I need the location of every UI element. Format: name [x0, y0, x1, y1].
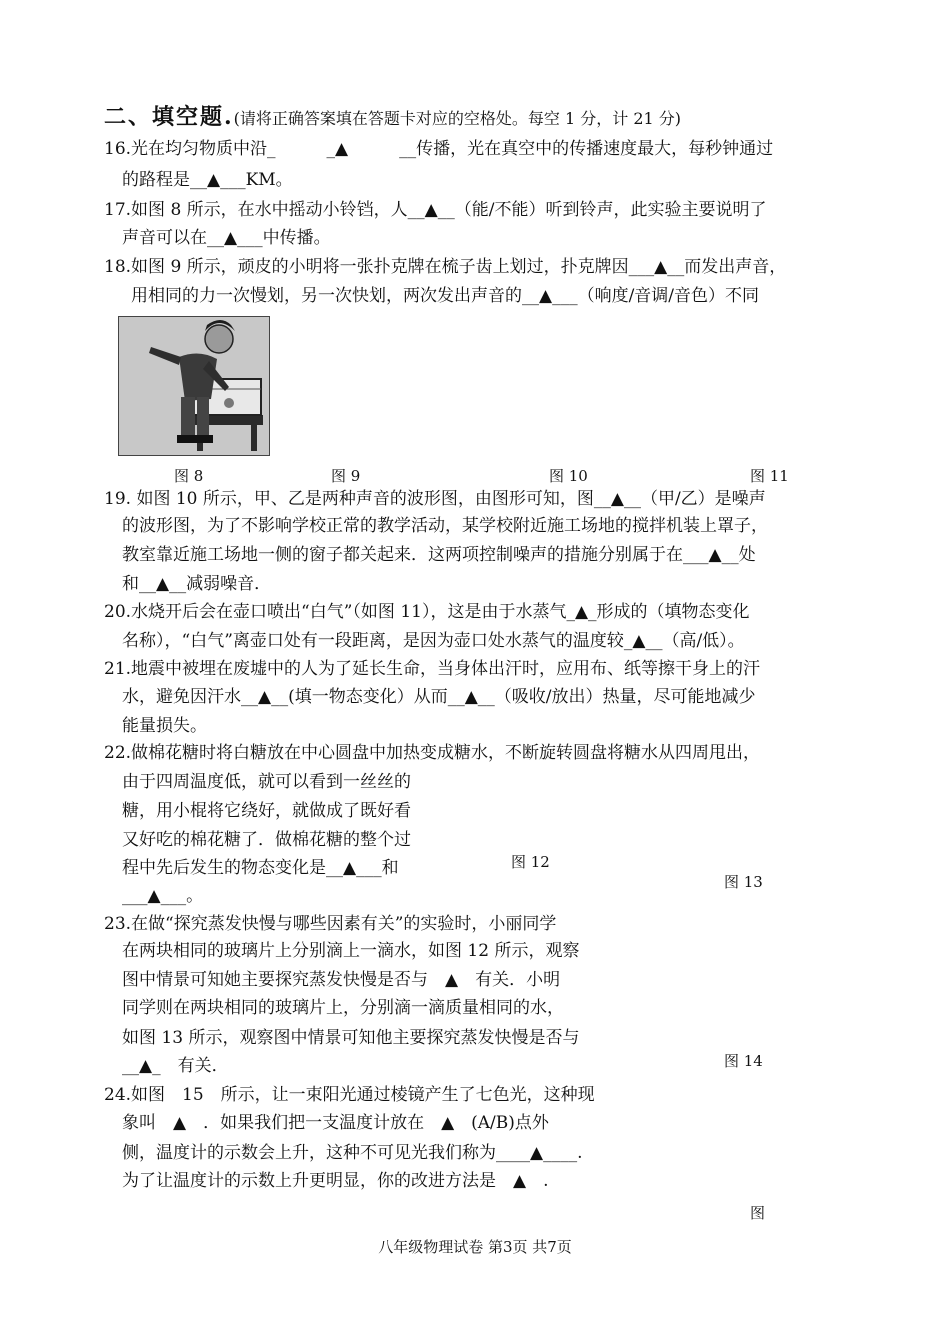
caption-figure-11: 图 11: [750, 467, 789, 485]
figure-8-image: [118, 316, 270, 456]
question-23-line-1: 23.在做“探究蒸发快慢与哪些因素有关”的实验时，小丽同学: [104, 914, 557, 934]
page-footer: 八年级物理试卷 第3页 共7页: [378, 1238, 572, 1256]
section-heading: [104, 100, 681, 131]
section-title: 二、填空题.: [104, 104, 234, 130]
question-22-line-3: 糖，用小棍将它绕好，就做成了既好看: [122, 801, 411, 821]
caption-figure-9: 图 9: [331, 467, 361, 485]
question-19-line-2: 的波形图，为了不影响学校正常的教学活动，某学校附近施工场地的搅拌机装上罩子，: [122, 516, 768, 536]
question-23-line-4: 同学则在两块相同的玻璃片上，分别滴一滴质量相同的水，: [122, 998, 564, 1018]
question-22-line-4: 又好吃的棉花糖了．做棉花糖的整个过: [122, 830, 411, 850]
question-19-line-1: 19. 如图 10 所示，甲、乙是两种声音的波形图，由图形可知，图__▲__（甲/乙）是噪声: [104, 489, 766, 509]
boy-tank-illustration: [119, 317, 269, 455]
question-21-line-2: 水，避免因汗水__▲__(填一物态变化）从而__▲__（吸收/放出）热量，尽可能地减少: [122, 687, 756, 707]
question-22-line-5: 程中先后发生的物态变化是__▲___和: [122, 858, 399, 878]
question-23-line-2: 在两块相同的玻璃片上分别滴上一滴水，如图 12 所示，观察: [122, 941, 580, 961]
question-20-line-1: 20.水烧开后会在壶口喷出“白气”（如图 11），这是由于水蒸气_▲_形成的（填物态变化: [104, 602, 750, 622]
question-22-line-6: ___▲___。: [122, 886, 204, 906]
caption-figure-12: 图 12: [511, 853, 550, 871]
question-24-line-2: 象叫 ▲ ．如果我们把一支温度计放在 ▲ (A/B)点外: [122, 1113, 549, 1133]
question-21-line-3: 能量损失。: [122, 716, 207, 736]
question-19-line-3: 教室靠近施工场地一侧的窗子都关起来．这两项控制噪声的措施分别属于在___▲__处: [122, 545, 756, 565]
question-18-line-2: 用相同的力一次慢划，另一次快划，两次发出声音的__▲___（响度/音调/音色）不同: [131, 286, 760, 306]
question-17-line-2: 声音可以在__▲___中传播。: [122, 228, 331, 248]
question-23-line-6: __▲_ 有关．: [122, 1056, 229, 1076]
question-24-line-3: 侧，温度计的示数会上升，这种不可见光我们称为____▲____.: [122, 1143, 583, 1163]
question-21-line-1: 21.地震中被埋在废墟中的人为了延长生命，当身体出汗时，应用布、纸等擦干身上的汗: [104, 659, 761, 679]
question-17-line-1: 17.如图 8 所示，在水中摇动小铃铛，人__▲__（能/不能）听到铃声，此实验主要说明了: [104, 200, 767, 220]
question-20-line-2: 名称），“白气”离壶口处有一段距离，是因为壶口处水蒸气的温度较_▲__（高/低）。: [122, 631, 745, 651]
question-16-line-2: 的路程是__▲___KM。: [122, 170, 293, 190]
question-16-line-1: 16.光在均匀物质中沿_ _▲ __传播，光在真空中的传播速度最大，每秒钟通过: [104, 139, 774, 159]
section-instruction: (请将正确答案填在答题卡对应的空格处。每空 1 分，计 21 分): [233, 109, 682, 128]
question-18-line-1: 18.如图 9 所示，顽皮的小明将一张扑克牌在梳子齿上划过，扑克牌因___▲__而发出声音，: [104, 257, 787, 277]
question-24-line-4: 为了让温度计的示数上升更明显，你的改进方法是 ▲ .: [122, 1171, 549, 1191]
question-22-line-1: 22.做棉花糖时将白糖放在中心圆盘中加热变成糖水，不断旋转圆盘将糖水从四周甩出，: [104, 743, 761, 763]
caption-figure-8: 图 8: [174, 467, 204, 485]
question-24-line-1: 24.如图 15 所示，让一束阳光通过棱镜产生了七色光，这种现: [104, 1085, 595, 1105]
caption-figure-13: 图 13: [724, 873, 763, 891]
question-23-line-3: 图中情景可知她主要探究蒸发快慢是否与 ▲ 有关．小明: [122, 970, 561, 990]
question-22-line-2: 由于四周温度低，就可以看到一丝丝的: [122, 772, 411, 792]
caption-figure-14: 图 14: [724, 1052, 763, 1070]
question-23-line-5: 如图 13 所示，观察图中情景可知他主要探究蒸发快慢是否与: [122, 1028, 580, 1048]
caption-figure-15: 图: [750, 1204, 766, 1222]
caption-figure-10: 图 10: [549, 467, 588, 485]
question-19-line-4: 和__▲__减弱噪音．: [122, 574, 272, 594]
